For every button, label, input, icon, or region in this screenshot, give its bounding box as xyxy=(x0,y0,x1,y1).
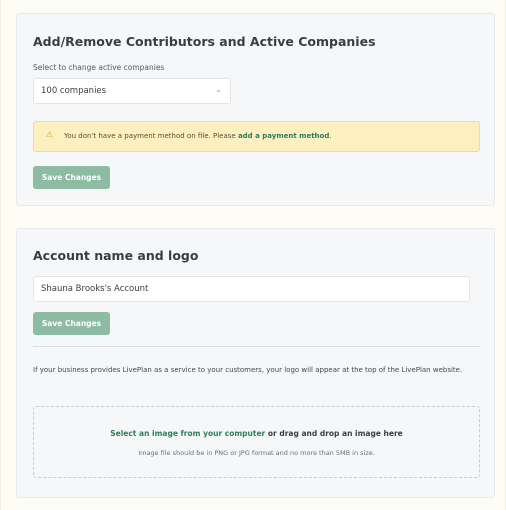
divider xyxy=(33,346,480,347)
logo-dropzone[interactable] xyxy=(33,406,480,478)
active-companies-value: 100 companies xyxy=(41,86,107,96)
save-contributors-button[interactable]: Save Changes xyxy=(33,166,110,189)
save-account-button[interactable]: Save Changes xyxy=(33,312,110,335)
account-name-input[interactable] xyxy=(33,276,470,302)
account-card xyxy=(16,228,495,498)
contributors-title: Add/Remove Contributors and Active Companies xyxy=(33,34,376,49)
payment-alert-suffix: . xyxy=(329,132,332,140)
account-title: Account name and logo xyxy=(33,248,199,263)
dropzone-text: or drag and drop an image here xyxy=(265,429,403,438)
dropzone-hint: Image file should be in PNG or JPG format and no more than 5MB in size. xyxy=(138,449,375,457)
payment-alert xyxy=(33,121,480,152)
contributors-card xyxy=(16,13,495,206)
add-payment-method-link[interactable]: add a payment method xyxy=(237,132,330,140)
dropzone-instructions xyxy=(34,429,479,438)
chevron-down-icon: ⌄ xyxy=(215,85,222,94)
active-companies-label: Select to change active companies xyxy=(33,63,165,72)
payment-alert-message: You don't have a payment method on file. Please xyxy=(64,132,238,140)
select-image-link[interactable]: Select an image from your computer xyxy=(110,429,266,438)
logo-info-text: If your business provides LivePlan as a service to your customers, your logo will appear at the top of the LivePlan website. xyxy=(33,366,463,374)
active-companies-select[interactable] xyxy=(33,78,231,104)
warning-triangle-icon: ⚠ xyxy=(46,130,54,139)
payment-alert-text xyxy=(64,132,332,140)
